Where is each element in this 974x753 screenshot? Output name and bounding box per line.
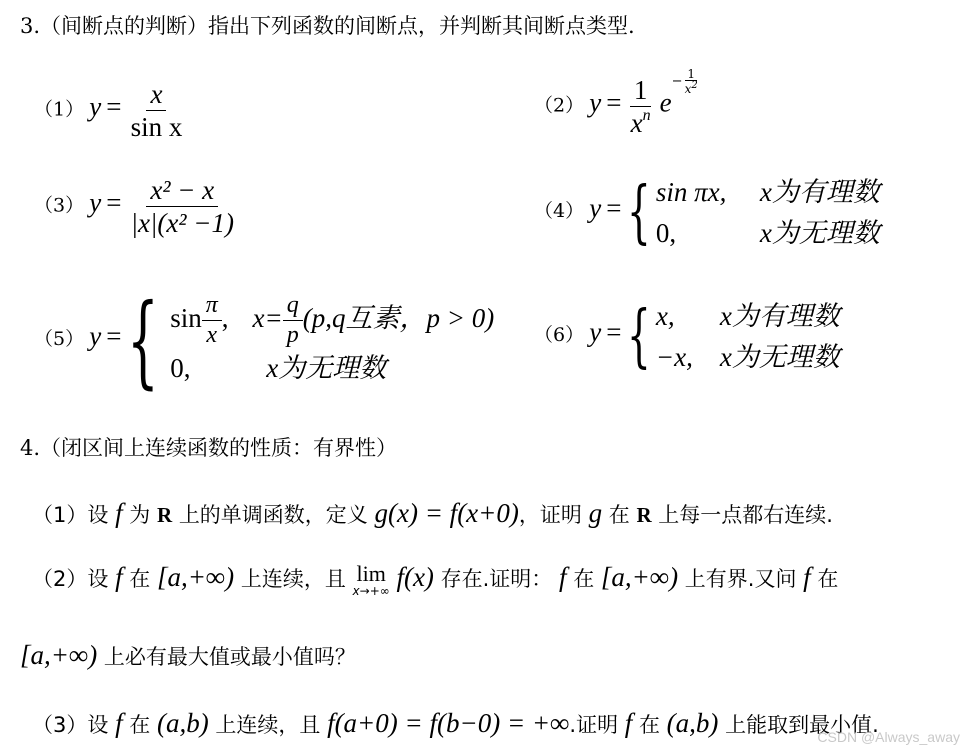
case-sin: sin <box>170 302 202 333</box>
math-interval: [a,+∞) <box>156 562 235 592</box>
text: 上连续，且 <box>240 567 346 591</box>
case-row <box>656 172 880 213</box>
math-lhs: y <box>589 193 602 223</box>
exp-sign: − <box>671 74 683 90</box>
case-den: x <box>206 321 218 348</box>
case-row <box>656 213 880 254</box>
case-row <box>656 296 840 337</box>
problem-4-3 <box>32 708 879 739</box>
math-f: f <box>558 562 567 592</box>
cases <box>656 296 840 377</box>
case-comma: , <box>221 302 229 333</box>
item-label: （2） <box>534 94 585 117</box>
exp-den-exponent: 2 <box>691 80 698 92</box>
den-base: x <box>630 108 643 139</box>
text: 存在.证明： <box>440 567 553 591</box>
case-expr: −x, <box>655 341 693 372</box>
math-lhs: y <box>89 321 102 351</box>
text: 在 <box>129 713 151 737</box>
item-label: （4） <box>534 200 585 222</box>
math-eq: = <box>106 187 122 218</box>
problem-4-2 <box>32 562 838 597</box>
denominator <box>627 107 655 137</box>
problem-4-2-continued <box>20 640 356 671</box>
math-lhs: y <box>589 317 602 347</box>
math-f: f <box>803 562 811 592</box>
lim-subscript: x→+∞ <box>352 584 390 598</box>
fraction <box>127 80 187 142</box>
item-2 <box>534 66 700 139</box>
item-label: （6） <box>534 324 585 346</box>
case-expr: 0, <box>170 352 191 383</box>
text: 上连续，且 <box>215 713 321 737</box>
math-formula: g(x) = f(x+0) <box>374 498 519 528</box>
exp-fraction <box>683 68 700 96</box>
problem-4-1 <box>32 498 833 529</box>
left-brace: { <box>626 297 651 376</box>
case-p: p <box>286 321 299 348</box>
item-6 <box>534 296 840 377</box>
limit <box>353 563 390 597</box>
math-eq: = <box>606 87 622 118</box>
exp-numerator: 1 <box>687 66 695 81</box>
case-row <box>170 348 494 389</box>
item-1 <box>34 80 186 142</box>
math-interval: [a,+∞) <box>600 562 679 592</box>
case-cond-post: (p,q互素，p > 0) <box>302 302 495 333</box>
case-fraction <box>202 293 222 348</box>
exp-den-base: x <box>684 82 692 97</box>
section-4-heading: 4.（闭区间上连续函数的性质：有界性） <box>20 436 398 460</box>
left-brace: { <box>626 173 651 252</box>
text: 在 <box>129 567 151 591</box>
math-R: R <box>636 503 652 527</box>
denominator: sin x <box>130 112 183 143</box>
left-brace: { <box>126 282 159 399</box>
text: 在 <box>638 713 660 737</box>
text: 为 <box>129 503 151 527</box>
case-cond: x为无理数 <box>266 352 387 383</box>
math-interval: (a,b) <box>156 708 209 738</box>
problem-label: （2）设 <box>32 567 109 591</box>
item-label: （5） <box>34 328 85 350</box>
item-3 <box>34 176 238 238</box>
lim-word: lim <box>356 561 386 586</box>
case-q: q <box>283 293 303 321</box>
numerator: 1 <box>630 76 652 107</box>
math-g: g <box>588 498 603 528</box>
case-cond: x为有理数 <box>759 177 880 207</box>
exponent <box>671 66 700 97</box>
case-cond: x为有理数 <box>719 301 840 331</box>
case-row <box>656 337 840 378</box>
math-eq: = <box>606 317 622 347</box>
section-3-heading: 3.（间断点的判断）指出下列函数的间断点，并判断其间断点类型. <box>20 14 635 38</box>
case-cond: x为无理数 <box>759 217 880 248</box>
math-R: R <box>156 503 173 527</box>
math-lhs: y <box>89 91 102 122</box>
math-f: f <box>115 708 123 738</box>
fraction <box>627 76 655 138</box>
math-f: f <box>115 498 123 528</box>
text: 在 <box>817 567 839 591</box>
case-fraction-qp <box>283 293 303 348</box>
denominator: |x|(x² −1) <box>130 208 234 239</box>
text: 在 <box>608 503 630 527</box>
math-interval: (a,b) <box>666 708 719 738</box>
text: 上必有最大值或最小值吗？ <box>103 645 356 669</box>
case-expr: 0, <box>655 217 677 248</box>
case-cond: x为无理数 <box>719 341 840 372</box>
case-expr: x, <box>655 301 675 331</box>
text: 上每一点都右连续. <box>658 503 833 527</box>
text: 上的单调函数，定义 <box>178 503 368 527</box>
numerator: x <box>146 80 166 111</box>
den-exponent: n <box>642 107 651 125</box>
math-f: f <box>115 562 123 592</box>
text: ，证明 <box>518 503 582 527</box>
cases <box>170 293 494 389</box>
item-5 <box>34 282 494 399</box>
problem-label: （1）设 <box>32 503 109 527</box>
math-formula: f(a+0) = f(b−0) = +∞ <box>327 708 570 738</box>
math-interval: [a,+∞) <box>20 640 98 670</box>
text: 上能取到最小值. <box>725 713 879 737</box>
case-num: π <box>202 293 222 321</box>
problem-label: （3）设 <box>32 713 109 737</box>
text: .证明 <box>569 713 619 737</box>
math-f: f <box>624 708 633 738</box>
exp-base: e <box>659 87 672 118</box>
numerator: x² − x <box>146 176 218 207</box>
case-row <box>170 293 494 348</box>
math-lhs: y <box>89 187 102 218</box>
fraction <box>127 176 238 238</box>
exp-denominator <box>683 81 700 96</box>
watermark: CSDN @Always_away <box>817 729 960 745</box>
math-eq: = <box>106 321 122 351</box>
case-cond-pre: x= <box>252 302 283 333</box>
math-fx: f(x) <box>396 562 434 592</box>
math-eq: = <box>106 91 122 122</box>
item-label: （1） <box>34 98 85 121</box>
item-4 <box>534 172 880 253</box>
math-eq: = <box>606 193 622 223</box>
text: 在 <box>573 567 595 591</box>
text: 上有界.又问 <box>684 567 797 591</box>
cases <box>656 172 880 253</box>
item-label: （3） <box>34 194 85 217</box>
math-lhs: y <box>589 87 602 118</box>
case-expr: sin πx, <box>655 177 727 207</box>
